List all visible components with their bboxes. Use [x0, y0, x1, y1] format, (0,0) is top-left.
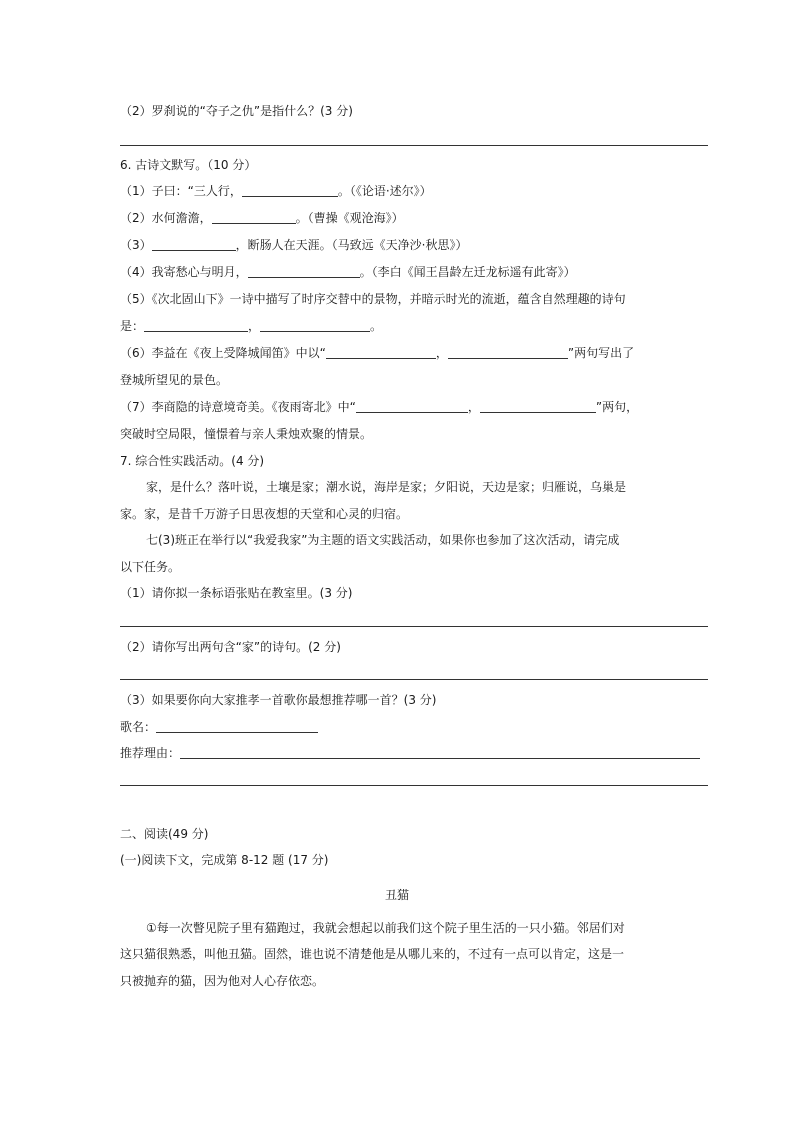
- question-5-2: （2）罗刹说的“夺子之仇”是指什么？(3 分): [120, 104, 353, 118]
- fill-blank[interactable]: [260, 319, 370, 332]
- paragraph-line: 七(3)班正在举行以“我爱我家”为主题的语文实践活动，如果你也参加了这次活动，请完成: [146, 533, 620, 547]
- reason-row: 推荐理由：: [120, 745, 700, 761]
- poem-item-5-cont: 是： ， 。: [120, 319, 383, 333]
- song-name-field[interactable]: [156, 720, 318, 733]
- poem-item-5: （5）《次北固山下》一诗中描写了时序交替中的景物，并暗示时光的流逝，蕴含自然理趣的诗句: [120, 292, 626, 306]
- answer-line[interactable]: [120, 145, 708, 146]
- section-title: 二、阅读(49 分): [120, 827, 209, 841]
- fill-blank[interactable]: [152, 238, 236, 251]
- poem-item-7: （7）李商隐的诗意境奇美。《夜雨寄北》中“ ， ”两句，: [120, 400, 639, 414]
- poem-item-3: （3） ，断肠人在天涯。（马致远《天净沙·秋思》）: [120, 238, 468, 252]
- poem-item-6-cont: 登城所望见的景色。: [120, 373, 229, 387]
- fill-blank[interactable]: [248, 265, 360, 278]
- paragraph-line: 家。家，是昔千万游子日思夜想的天堂和心灵的归宿。: [120, 507, 409, 521]
- answer-line[interactable]: [120, 785, 708, 786]
- song-name-row: 歌名：: [120, 719, 318, 735]
- fill-blank[interactable]: [356, 400, 468, 413]
- fill-blank[interactable]: [144, 319, 248, 332]
- paragraph-line: 家，是什么？落叶说，土壤是家；潮水说，海岸是家；夕阳说，天边是家；归雁说，乌巢是: [146, 480, 627, 494]
- task-1: （1）请你拟一条标语张贴在教室里。(3 分): [120, 586, 353, 600]
- question-7-title: 7. 综合性实践活动。(4 分): [120, 454, 265, 468]
- paragraph-line: 以下任务。: [120, 560, 181, 574]
- essay-title: 丑猫: [384, 888, 409, 902]
- reason-field[interactable]: [180, 746, 700, 759]
- question-6-title: 6. 古诗文默写。（10 分）: [120, 158, 257, 172]
- fill-blank[interactable]: [212, 211, 296, 224]
- answer-line[interactable]: [120, 679, 708, 680]
- task-3: （3）如果要你向大家推孝一首歌你最想推荐哪一首？(3 分): [120, 693, 437, 707]
- task-2: （2）请你写出两句含“家”的诗句。(2 分): [120, 640, 341, 654]
- poem-item-7-cont: 突破时空局限，憧憬着与亲人秉烛欢聚的情景。: [120, 427, 373, 441]
- fill-blank[interactable]: [480, 400, 596, 413]
- essay-line: 这只猫很熟悉，叫他丑猫。固然，谁也说不清楚他是从哪儿来的，不过有一点可以肯定，这是一: [120, 947, 625, 961]
- fill-blank[interactable]: [448, 346, 568, 359]
- essay-line: ①每一次瞥见院子里有猫跑过，我就会想起以前我们这个院子里生活的一只小猫。邻居们对: [146, 921, 625, 935]
- essay-line: 只被抛弃的猫，因为他对人心存依恋。: [120, 974, 325, 988]
- fill-blank[interactable]: [242, 184, 338, 197]
- poem-item-4: （4）我寄愁心与明月， 。（李白《闻王昌龄左迁龙标遥有此寄》）: [120, 265, 576, 279]
- poem-item-2: （2）水何澹澹， 。（曹操《观沧海》）: [120, 211, 404, 225]
- section-subtitle: (一)阅读下文，完成第 8-12 题 (17 分): [120, 853, 329, 867]
- fill-blank[interactable]: [326, 346, 436, 359]
- poem-item-6: （6）李益在《夜上受降城闻笛》中以“ ， ”两句写出了: [120, 346, 635, 360]
- poem-item-1: （1）子曰：“三人行， 。（《论语·述尔》）: [120, 184, 432, 198]
- answer-line[interactable]: [120, 626, 708, 627]
